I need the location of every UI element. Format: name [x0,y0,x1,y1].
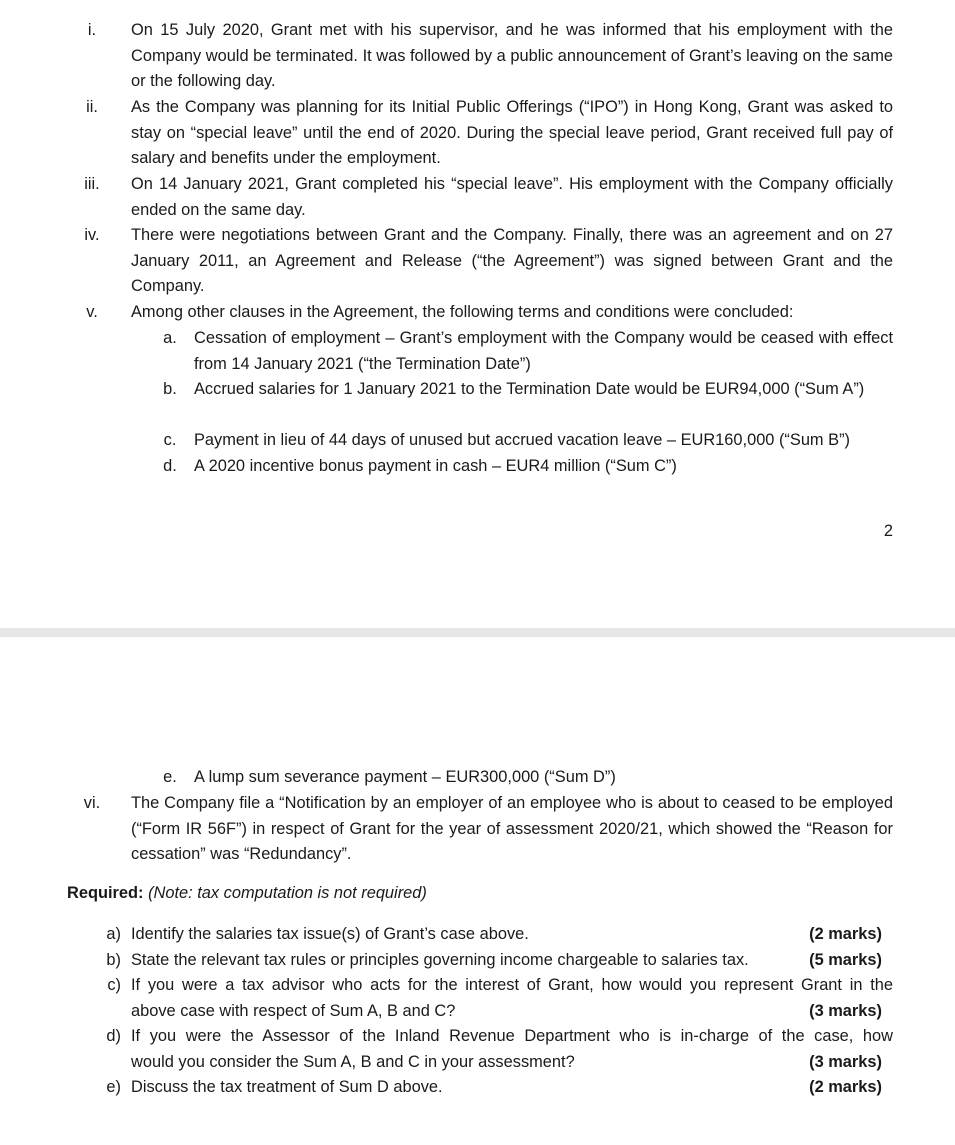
question-letter: d) [106,1027,121,1045]
item-text: There were negotiations between Grant and the Company. Finally, there was an agreement and on 27 January 2011, an Agreement and Release (“the Agreement”) was signed between Grant and the Company. [131,226,893,296]
item-number: iv. [84,226,100,244]
item-text: Among other clauses in the Agreement, the following terms and conditions were concluded: [131,303,794,321]
page-separator [0,628,955,637]
sub-item-text: A 2020 incentive bonus payment in cash – EUR4 million (“Sum C”) [194,457,677,475]
question-marks: (3 marks) [809,1001,882,1020]
question-text-continued: above case with respect of Sum A, B and C? [131,1001,456,1020]
item-number: v. [86,303,98,321]
item-text: As the Company was planning for its Initial Public Offerings (“IPO”) in Hong Kong, Grant was asked to stay on “special leave” until the end of 2020. During the special leave period, Grant received full pay of salary and benefits under the employment. [131,98,893,168]
sub-item-letter: c. [163,431,177,449]
sub-item-letter: d. [163,457,177,475]
question-text: Discuss the tax treatment of Sum D above. [131,1078,443,1096]
item-number: iii. [84,175,100,193]
sub-item-text: Accrued salaries for 1 January 2021 to the Termination Date would be EUR94,000 (“Sum A”) [194,380,865,398]
sub-item-text: A lump sum severance payment – EUR300,000 (“Sum D”) [194,768,616,786]
question-marks: (3 marks) [809,1052,882,1071]
question-letter: a) [106,925,121,943]
sub-item-text: Cessation of employment – Grant’s employment with the Company would be ceased with effect from 14 January 2021 (“the Termination Date”) [194,329,893,373]
question-marks: (2 marks) [809,1078,882,1096]
question-text: Identify the salaries tax issue(s) of Grant’s case above. [131,925,529,943]
item-number: i. [87,21,97,39]
question-marks: (2 marks) [809,925,882,943]
page-number: 2 [883,522,893,540]
required-label: Required: [67,884,144,902]
sub-item-letter: b. [163,380,177,398]
item-text: On 15 July 2020, Grant met with his supervisor, and he was informed that his employment with the Company would be terminated. It was followed by a public announcement of Grant’s leaving on the same or the following day. [131,21,893,91]
question-letter: b) [106,951,121,969]
sub-item-letter: e. [163,768,177,786]
question-text-continued: would you consider the Sum A, B and C in your assessment? [131,1052,575,1071]
required-note: (Note: tax computation is not required) [148,884,427,902]
required-heading [67,881,427,907]
sub-item-text: Payment in lieu of 44 days of unused but accrued vacation leave – EUR160,000 (“Sum B”) [194,431,850,449]
item-number: ii. [86,98,98,116]
item-text: The Company file a “Notification by an employer of an employee who is about to ceased to be employed (“Form IR 56F”) in respect of Grant for the year of assessment 2020/21, which showed the “Reason for cessation” was “Redundancy”. [131,794,893,864]
question-text: State the relevant tax rules or principles governing income chargeable to salaries tax. [131,951,749,969]
page-two [0,637,955,1145]
question-letter: c) [107,976,121,994]
item-number: vi. [83,794,101,812]
item-text: On 14 January 2021, Grant completed his “special leave”. His employment with the Company officially ended on the same day. [131,175,893,219]
question-text: If you were a tax advisor who acts for the interest of Grant, how would you represent Grant in the [131,976,893,994]
question-text: If you were the Assessor of the Inland Revenue Department who is in-charge of the case, how [131,1027,893,1045]
sub-item-letter: a. [163,329,177,347]
question-marks: (5 marks) [809,951,882,969]
question-letter: e) [106,1078,121,1096]
